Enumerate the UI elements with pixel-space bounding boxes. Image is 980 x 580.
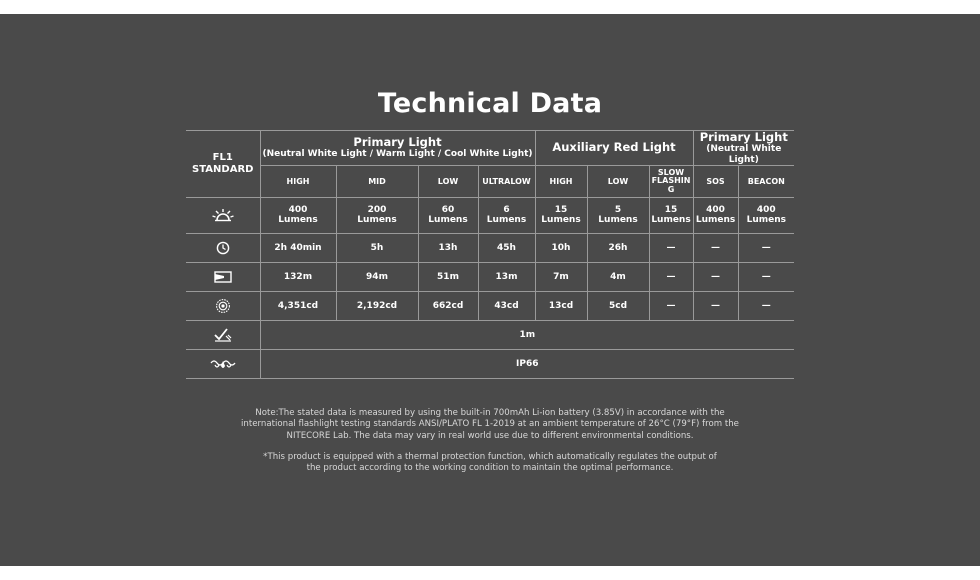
distance-cell: 94m <box>336 262 418 291</box>
intensity-cell: 13cd <box>535 291 587 320</box>
output-unit: Lumens <box>695 215 736 226</box>
measurement-note <box>0 408 980 442</box>
output-unit: Lumens <box>428 215 468 226</box>
output-cell <box>738 197 794 233</box>
runtime-cell: 26h <box>587 233 649 262</box>
model-corner-cell <box>186 131 260 198</box>
ip-rating-cell: IP66 <box>260 349 794 378</box>
output-cell <box>693 197 738 233</box>
mode-header-row <box>186 165 794 197</box>
mode-header: LOW <box>587 165 649 197</box>
mode-header: HIGH <box>535 165 587 197</box>
output-unit: Lumens <box>598 215 638 226</box>
distance-cell: — <box>649 262 693 291</box>
mode-header: SOS <box>693 165 738 197</box>
output-value: 400 <box>756 205 776 216</box>
mode-header <box>649 165 693 197</box>
group-header-row <box>186 131 794 166</box>
group-title: Auxiliary Red Light <box>552 140 676 155</box>
output-cell <box>260 197 336 233</box>
thermal-protection-note <box>0 452 980 475</box>
runtime-cell: 5h <box>336 233 418 262</box>
runtime-cell: 13h <box>418 233 478 262</box>
note-line: the product according to the working condition to maintain the optimal performance. <box>306 463 674 474</box>
distance-cell: 4m <box>587 262 649 291</box>
output-unit: Lumens <box>651 215 691 226</box>
output-value: 60 <box>441 205 455 216</box>
mode-header: ULTRALOW <box>478 165 535 197</box>
group-subtitle: (Neutral White Light / Warm Light / Cool White Light) <box>262 149 533 160</box>
mode-header: LOW <box>418 165 478 197</box>
distance-cell: — <box>738 262 794 291</box>
output-cell <box>336 197 418 233</box>
output-cell <box>649 197 693 233</box>
runtime-cell: — <box>693 233 738 262</box>
group-primary-light-neutral <box>693 131 794 166</box>
ip-row <box>186 349 794 378</box>
mode-header-slow-flashing: SLOW FLASHING <box>651 167 691 194</box>
impact-resistance-icon <box>186 320 260 349</box>
clock-icon <box>186 233 260 262</box>
distance-cell: 7m <box>535 262 587 291</box>
impact-row <box>186 320 794 349</box>
group-primary-light <box>260 131 535 166</box>
output-value: 15 <box>664 205 678 216</box>
intensity-cell: — <box>649 291 693 320</box>
model-name: FL1 <box>212 152 233 164</box>
intensity-cell: — <box>738 291 794 320</box>
output-value: 6 <box>503 205 510 216</box>
intensity-icon <box>186 291 260 320</box>
runtime-cell: — <box>649 233 693 262</box>
runtime-cell: 2h 40min <box>260 233 336 262</box>
group-subtitle: (Neutral White Light) <box>706 144 782 165</box>
intensity-cell: 662cd <box>418 291 478 320</box>
runtime-cell: 10h <box>535 233 587 262</box>
model-standard: STANDARD <box>192 163 254 175</box>
mode-header: BEACON <box>738 165 794 197</box>
group-title: Primary Light <box>353 135 442 150</box>
runtime-row <box>186 233 794 262</box>
note-line: NITECORE Lab. The data may vary in real world use due to different environmental conditions. <box>286 430 694 441</box>
output-cell <box>535 197 587 233</box>
output-unit: Lumens <box>486 215 527 226</box>
output-cell <box>587 197 649 233</box>
note-line: international flashlight testing standards ANSI/PLATO FL 1-2019 at an ambient temperature of 26°C (79°F) from the <box>241 419 739 430</box>
intensity-cell: 5cd <box>587 291 649 320</box>
group-auxiliary-red-light <box>535 131 693 166</box>
page-title: Technical Data <box>377 88 603 119</box>
mode-header: HIGH <box>260 165 336 197</box>
output-cell <box>418 197 478 233</box>
output-value: 5 <box>614 205 622 216</box>
output-value: 400 <box>288 205 308 216</box>
output-value: 400 <box>706 205 725 216</box>
output-row <box>186 197 794 233</box>
impact-cell: 1m <box>260 320 794 349</box>
group-title: Primary Light <box>699 130 788 144</box>
note-line: *This product is equipped with a thermal protection function, which automatically regulates the output of <box>263 452 717 462</box>
waterproof-icon <box>186 349 260 378</box>
intensity-row <box>186 291 794 320</box>
light-burst-icon <box>186 197 260 233</box>
intensity-cell: 2,192cd <box>336 291 418 320</box>
runtime-cell: — <box>738 233 794 262</box>
runtime-cell: 45h <box>478 233 535 262</box>
output-unit: Lumens <box>278 215 318 226</box>
note-line: Note:The stated data is measured by using the built-in 700mAh Li-ion battery (3.85V) in accordance with the <box>255 408 725 418</box>
intensity-cell: — <box>693 291 738 320</box>
output-unit: Lumens <box>541 215 581 226</box>
intensity-cell: 4,351cd <box>260 291 336 320</box>
output-value: 200 <box>367 205 387 216</box>
distance-row <box>186 262 794 291</box>
distance-cell: 51m <box>418 262 478 291</box>
mode-header: MID <box>336 165 418 197</box>
spec-table <box>186 130 794 379</box>
output-value: 15 <box>554 205 568 216</box>
distance-cell: 13m <box>478 262 535 291</box>
output-cell <box>478 197 535 233</box>
beam-distance-icon <box>186 262 260 291</box>
output-unit: Lumens <box>357 215 397 226</box>
distance-cell: — <box>693 262 738 291</box>
distance-cell: 132m <box>260 262 336 291</box>
output-unit: Lumens <box>746 215 786 226</box>
intensity-cell: 43cd <box>478 291 535 320</box>
